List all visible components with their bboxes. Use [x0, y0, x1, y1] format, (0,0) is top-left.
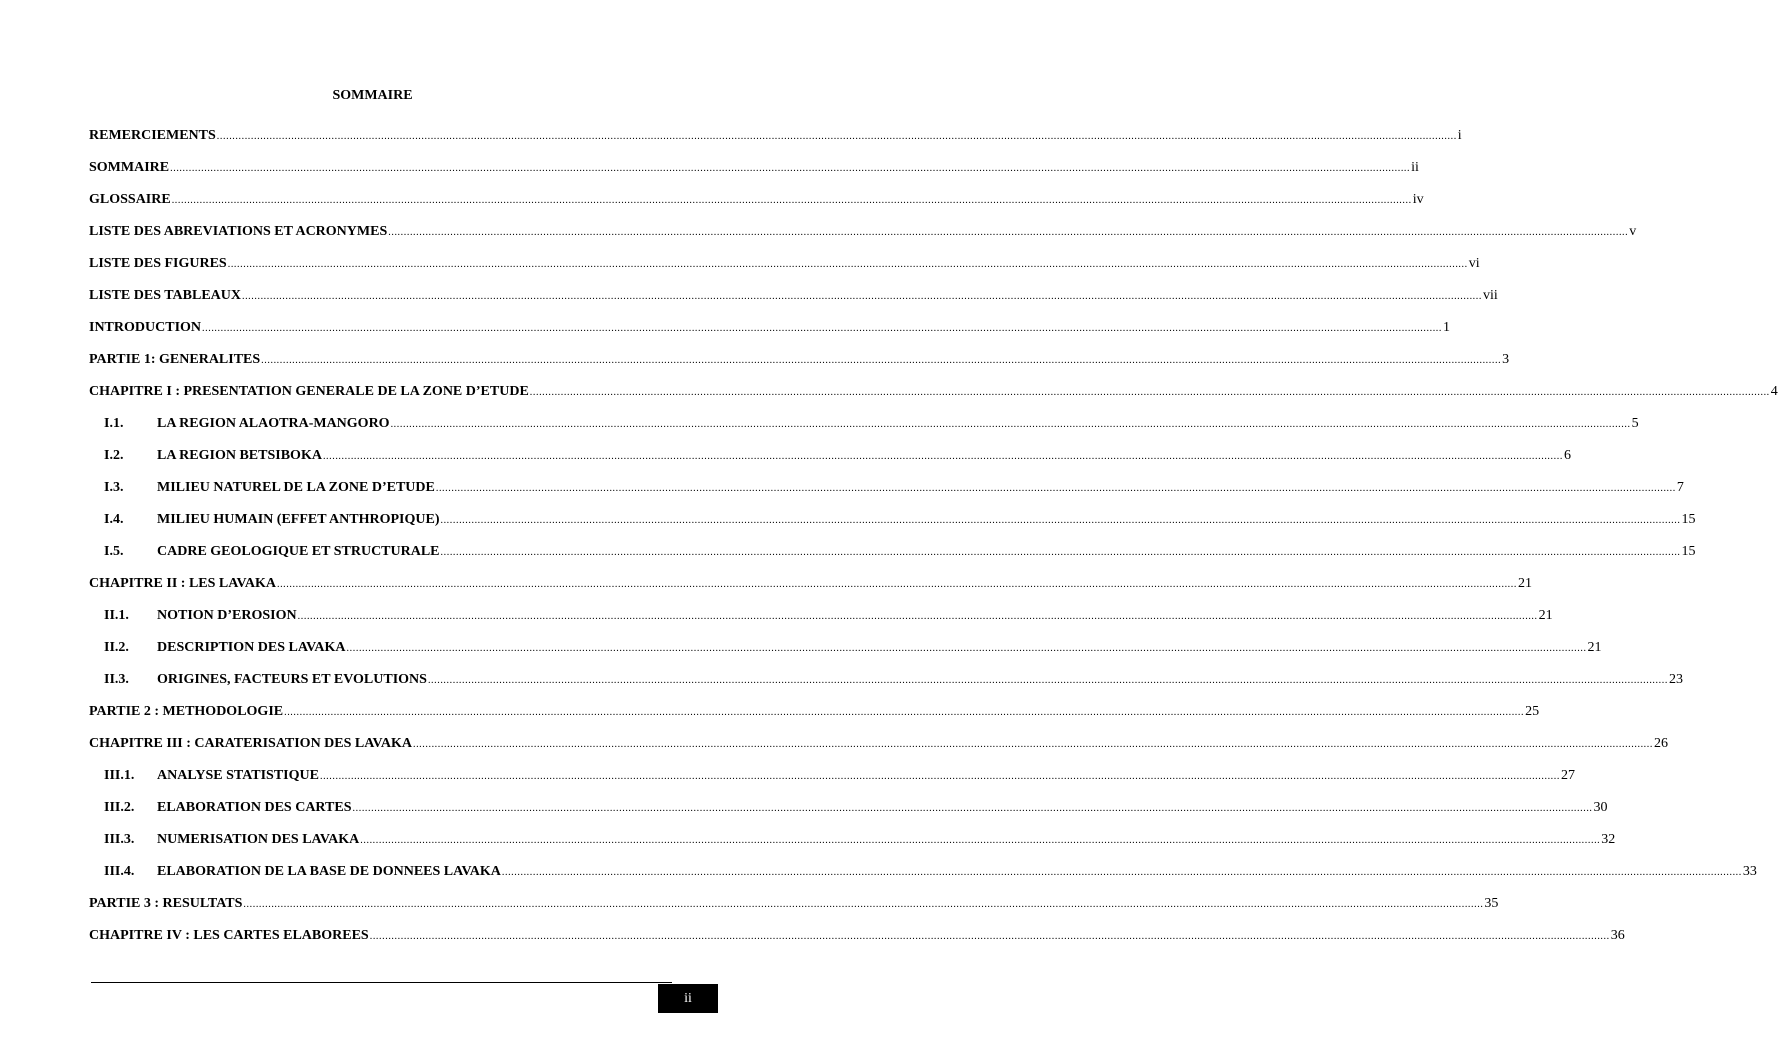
toc-entry[interactable] [89, 704, 1540, 736]
toc-entry[interactable] [89, 768, 1575, 800]
toc-entry-page: 21 [1517, 576, 1532, 591]
toc-entry-page: 27 [1560, 768, 1575, 783]
toc-entry-label: SOMMAIRE [89, 160, 170, 175]
toc-entry-page: 7 [1676, 480, 1684, 495]
toc-entry[interactable] [89, 384, 1778, 416]
toc-dot-leader: ................................................................................................................................................................................................................................................................................................................................................................................................................ [369, 931, 1610, 942]
toc-dot-leader: ................................................................................................................................................................................................................................................................................................................................................................................................................ [297, 611, 1538, 622]
footer-divider [91, 982, 672, 983]
toc-entry-label: CHAPITRE III : CARATERISATION DES LAVAKA [89, 736, 412, 751]
toc-entry-label: LISTE DES ABREVIATIONS ET ACRONYMES [89, 224, 388, 239]
toc-entry-number: III.4. [104, 864, 135, 879]
toc-entry-label: GLOSSAIRE [89, 192, 171, 207]
footer-page-number: ii [658, 984, 718, 1013]
toc-entry[interactable] [89, 416, 1639, 448]
toc-dot-leader: ................................................................................................................................................................................................................................................................................................................................................................................................................ [427, 675, 1668, 686]
toc-dot-leader: ................................................................................................................................................................................................................................................................................................................................................................................................................ [261, 355, 1502, 366]
toc-entry-number: II.1. [104, 608, 129, 623]
toc-entry-number: I.3. [104, 480, 124, 495]
toc-entry-page: 36 [1610, 928, 1625, 943]
toc-entry-label: MILIEU HUMAIN (EFFET ANTHROPIQUE) [157, 512, 440, 527]
toc-entry[interactable] [89, 512, 1696, 544]
toc-entry-page: vii [1482, 288, 1498, 303]
toc-entry-label: INTRODUCTION [89, 320, 202, 335]
toc-entry[interactable] [89, 608, 1553, 640]
toc-entry[interactable] [89, 864, 1757, 896]
toc-dot-leader: ................................................................................................................................................................................................................................................................................................................................................................................................................ [360, 835, 1601, 846]
toc-dot-leader: ................................................................................................................................................................................................................................................................................................................................................................................................................ [435, 483, 1676, 494]
toc-entry[interactable] [89, 160, 1419, 192]
toc-entry-label: CADRE GEOLOGIQUE ET STRUCTURALE [157, 544, 440, 559]
toc-entry-label: CHAPITRE II : LES LAVAKA [89, 576, 276, 591]
toc-entry[interactable] [89, 896, 1499, 928]
table-of-contents [89, 128, 1778, 960]
toc-entry-label: MILIEU NATUREL DE LA ZONE D’ETUDE [157, 480, 435, 495]
toc-entry-page: 25 [1525, 704, 1540, 719]
toc-entry-page: 35 [1484, 896, 1499, 911]
toc-dot-leader: ................................................................................................................................................................................................................................................................................................................................................................................................................ [216, 131, 1457, 142]
toc-dot-leader: ................................................................................................................................................................................................................................................................................................................................................................................................................ [440, 515, 1681, 526]
toc-entry-label: CHAPITRE I : PRESENTATION GENERALE DE LA ZONE D’ETUDE [89, 384, 529, 399]
toc-dot-leader: ................................................................................................................................................................................................................................................................................................................................................................................................................ [352, 803, 1593, 814]
toc-entry-label: PARTIE 3 : RESULTATS [89, 896, 243, 911]
toc-entry-page: ii [1411, 160, 1419, 175]
toc-entry-page: 32 [1601, 832, 1616, 847]
toc-entry-number: II.2. [104, 640, 129, 655]
toc-dot-leader: ................................................................................................................................................................................................................................................................................................................................................................................................................ [390, 419, 1631, 430]
toc-dot-leader: ................................................................................................................................................................................................................................................................................................................................................................................................................ [171, 195, 1412, 206]
toc-dot-leader: ................................................................................................................................................................................................................................................................................................................................................................................................................ [322, 451, 1563, 462]
toc-entry-page: 6 [1563, 448, 1571, 463]
toc-entry-page: 4 [1770, 384, 1778, 399]
toc-entry[interactable] [89, 800, 1608, 832]
toc-entry-label: LA REGION ALAOTRA-MANGORO [157, 416, 390, 431]
toc-entry[interactable] [89, 576, 1532, 608]
toc-entry[interactable] [89, 928, 1625, 960]
toc-entry[interactable] [89, 320, 1451, 352]
toc-entry[interactable] [89, 128, 1462, 160]
page-title: SOMMAIRE [332, 88, 413, 103]
toc-entry[interactable] [89, 256, 1480, 288]
toc-entry[interactable] [89, 544, 1696, 576]
toc-entry[interactable] [89, 352, 1510, 384]
toc-entry[interactable] [89, 224, 1637, 256]
toc-entry[interactable] [89, 192, 1424, 224]
toc-entry-label: LISTE DES TABLEAUX [89, 288, 241, 303]
toc-entry-label: ANALYSE STATISTIQUE [157, 768, 319, 783]
toc-dot-leader: ................................................................................................................................................................................................................................................................................................................................................................................................................ [241, 291, 1482, 302]
toc-entry-label: PARTIE 2 : METHODOLOGIE [89, 704, 284, 719]
toc-entry-page: 23 [1668, 672, 1683, 687]
toc-entry-number: II.3. [104, 672, 129, 687]
toc-entry[interactable] [89, 448, 1571, 480]
toc-entry-number: I.2. [104, 448, 124, 463]
toc-entry-label: LA REGION BETSIBOKA [157, 448, 322, 463]
toc-dot-leader: ................................................................................................................................................................................................................................................................................................................................................................................................................ [284, 707, 1525, 718]
toc-entry-page: 5 [1631, 416, 1639, 431]
toc-entry-label: LISTE DES FIGURES [89, 256, 227, 271]
toc-entry-number: I.5. [104, 544, 124, 559]
toc-dot-leader: ................................................................................................................................................................................................................................................................................................................................................................................................................ [170, 163, 1411, 174]
toc-entry-number: I.1. [104, 416, 124, 431]
toc-entry[interactable] [89, 288, 1498, 320]
toc-entry-label: NOTION D’EROSION [157, 608, 297, 623]
toc-entry-number: III.2. [104, 800, 135, 815]
toc-entry[interactable] [89, 480, 1684, 512]
toc-entry-page: 30 [1593, 800, 1608, 815]
toc-entry-number: I.4. [104, 512, 124, 527]
toc-entry[interactable] [89, 640, 1602, 672]
toc-dot-leader: ................................................................................................................................................................................................................................................................................................................................................................................................................ [388, 227, 1629, 238]
toc-entry-page: vi [1468, 256, 1480, 271]
toc-dot-leader: ................................................................................................................................................................................................................................................................................................................................................................................................................ [319, 771, 1560, 782]
toc-entry-label: DESCRIPTION DES LAVAKA [157, 640, 346, 655]
toc-entry-label: REMERCIEMENTS [89, 128, 216, 143]
toc-entry-label: ORIGINES, FACTEURS ET EVOLUTIONS [157, 672, 427, 687]
toc-entry-label: PARTIE 1: GENERALITES [89, 352, 261, 367]
toc-entry[interactable] [89, 736, 1668, 768]
toc-entry-page: 15 [1681, 512, 1696, 527]
toc-entry-page: 3 [1502, 352, 1510, 367]
toc-entry-page: iv [1412, 192, 1424, 207]
toc-entry-page: 33 [1742, 864, 1757, 879]
toc-entry-page: v [1629, 224, 1637, 239]
toc-entry-page: 21 [1538, 608, 1553, 623]
toc-dot-leader: ................................................................................................................................................................................................................................................................................................................................................................................................................ [440, 547, 1681, 558]
toc-entry-number: III.1. [104, 768, 135, 783]
toc-entry-page: 1 [1443, 320, 1451, 335]
toc-dot-leader: ................................................................................................................................................................................................................................................................................................................................................................................................................ [529, 387, 1770, 398]
toc-dot-leader: ................................................................................................................................................................................................................................................................................................................................................................................................................ [202, 323, 1443, 334]
toc-dot-leader: ................................................................................................................................................................................................................................................................................................................................................................................................................ [243, 899, 1484, 910]
toc-entry-label: ELABORATION DES CARTES [157, 800, 352, 815]
toc-dot-leader: ................................................................................................................................................................................................................................................................................................................................................................................................................ [346, 643, 1587, 654]
toc-entry-page: 21 [1587, 640, 1602, 655]
toc-entry-label: ELABORATION DE LA BASE DE DONNEES LAVAKA [157, 864, 501, 879]
toc-entry-page: 15 [1681, 544, 1696, 559]
toc-entry[interactable] [89, 832, 1616, 864]
toc-entry[interactable] [89, 672, 1683, 704]
toc-entry-page: i [1457, 128, 1462, 143]
toc-entry-number: III.3. [104, 832, 135, 847]
toc-dot-leader: ................................................................................................................................................................................................................................................................................................................................................................................................................ [501, 867, 1742, 878]
toc-entry-label: CHAPITRE IV : LES CARTES ELABOREES [89, 928, 369, 943]
toc-dot-leader: ................................................................................................................................................................................................................................................................................................................................................................................................................ [276, 579, 1517, 590]
toc-entry-page: 26 [1653, 736, 1668, 751]
toc-entry-label: NUMERISATION DES LAVAKA [157, 832, 360, 847]
toc-dot-leader: ................................................................................................................................................................................................................................................................................................................................................................................................................ [227, 259, 1468, 270]
toc-dot-leader: ................................................................................................................................................................................................................................................................................................................................................................................................................ [412, 739, 1653, 750]
